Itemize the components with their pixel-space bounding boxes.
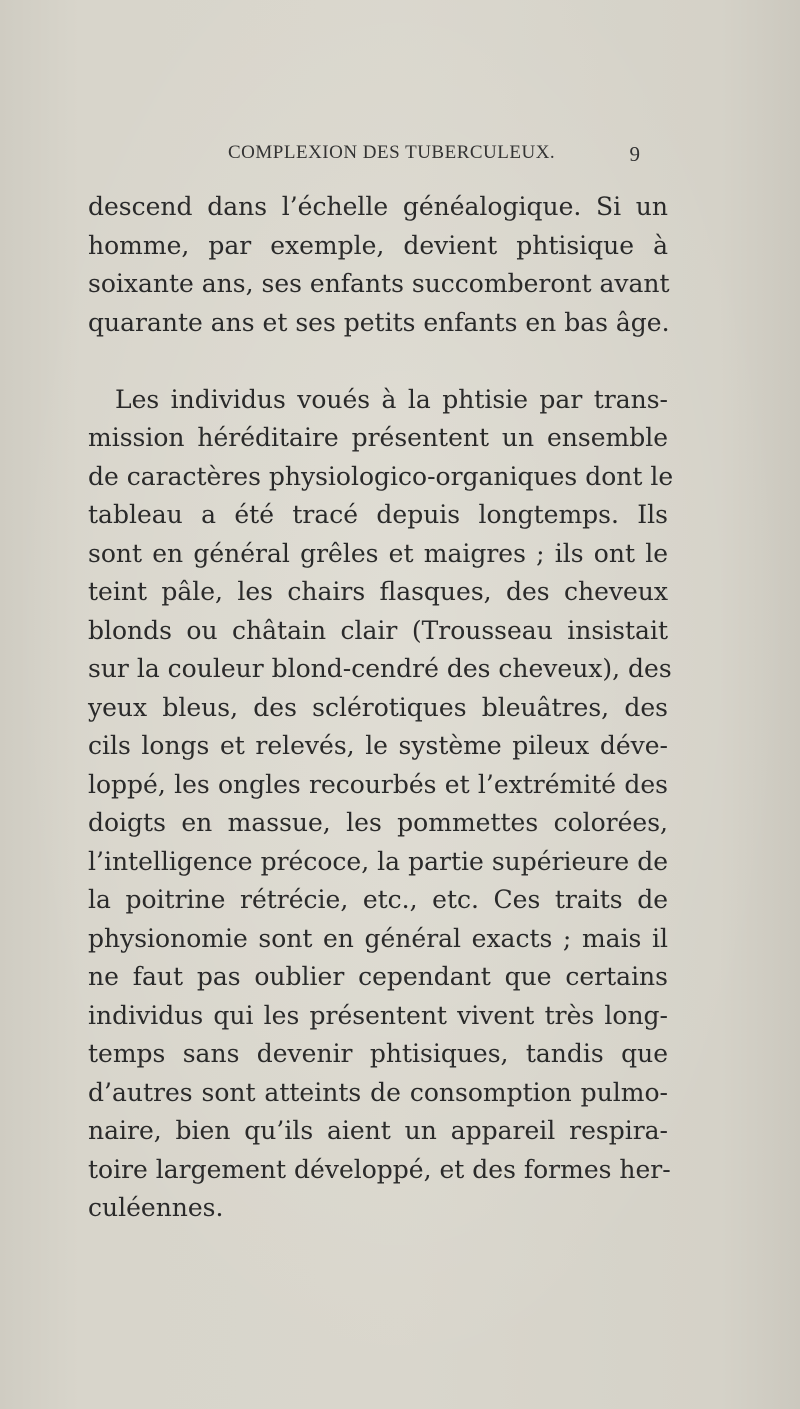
text-line: loppé, les ongles recourbés et l’extrémité des (88, 769, 668, 799)
text-line: soixante ans, ses enfants succomberont avant (88, 269, 670, 298)
text-line: temps sans devenir phtisiques, tandis que (88, 1039, 668, 1068)
text-line: de caractères physiologico-organiques dont le (88, 461, 674, 491)
text-line: sur la couleur blond-cendré des cheveux), des (88, 654, 672, 683)
text-line: quarante ans et ses petits enfants en bas âge. (88, 307, 670, 337)
text-line: Les individus voués à la phtisie par trans- (115, 384, 668, 414)
text-line: toire largement développé, et des formes her- (88, 1154, 671, 1184)
text-line: descend dans l’échelle généalogique. Si un (88, 192, 668, 221)
text-line: doigts en massue, les pommettes colorées, (88, 808, 668, 837)
text-line: homme, par exemple, devient phtisique à (88, 230, 668, 260)
text-line: yeux bleus, des sclérotiques bleuâtres, des (88, 692, 668, 722)
paragraph-1 (88, 188, 668, 342)
running-head (88, 142, 640, 172)
text-line: teint pâle, les chairs flasques, des cheveux (88, 577, 668, 606)
page-number: 9 (629, 142, 640, 166)
paragraph-gap (88, 342, 668, 381)
text-line: ne faut pas oublier cependant que certains (88, 962, 668, 991)
text-line: sont en général grêles et maigres ; ils ont le (88, 538, 668, 568)
text-line: individus qui les présentent vivent très long- (88, 1000, 668, 1030)
text-line: blonds ou châtain clair (Trousseau insistait (88, 615, 668, 645)
text-line: l’intelligence précoce, la partie supérieure de (88, 846, 668, 876)
text-line: naire, bien qu’ils aient un appareil respira- (88, 1116, 668, 1145)
text-line: d’autres sont atteints de consomption pulmo- (88, 1077, 668, 1107)
text-line: tableau a été tracé depuis longtemps. Ils (88, 500, 668, 529)
paragraph-2 (88, 381, 674, 1228)
running-title: COMPLEXION DES TUBERCULEUX. (228, 142, 556, 163)
text-body (88, 188, 674, 1228)
text-line: cils longs et relevés, le système pileux déve- (88, 731, 668, 760)
text-line: culéennes. (88, 1193, 224, 1222)
text-line: physionomie sont en général exacts ; mais il (88, 923, 668, 953)
text-line: la poitrine rétrécie, etc., etc. Ces traits de (88, 885, 668, 914)
text-line: mission héréditaire présentent un ensemble (88, 423, 668, 452)
